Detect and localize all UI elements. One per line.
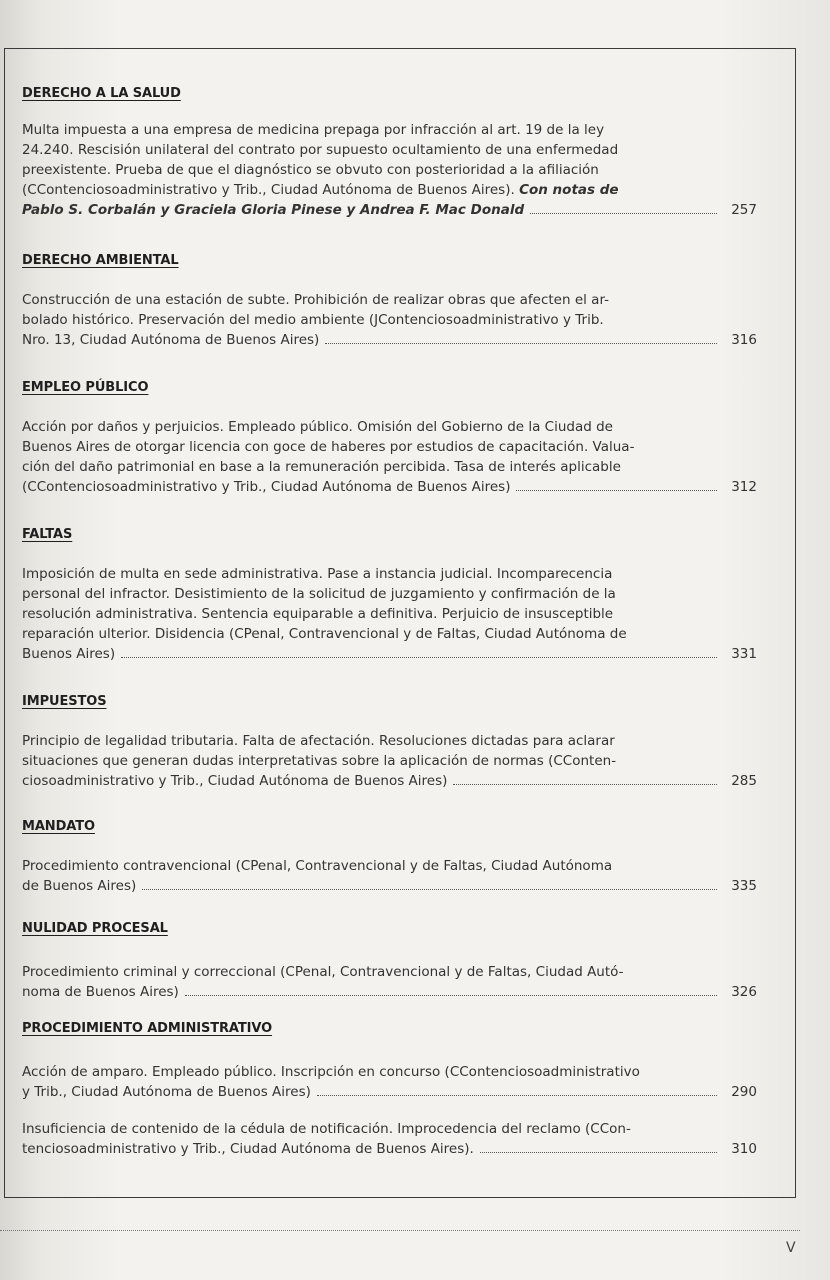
page-number[interactable]: 257 <box>731 202 757 218</box>
entry-line: Buenos Aires de otorgar licencia con goce de haberes por estudios de capacitación. Valua- <box>22 439 635 455</box>
index-entry[interactable] <box>22 856 757 896</box>
notes-label: Con notas de <box>519 182 619 198</box>
index-entry[interactable] <box>22 290 757 350</box>
page-number[interactable]: 290 <box>731 1084 757 1100</box>
index-entry[interactable] <box>22 120 757 220</box>
entry-last-line: (CContenciosoadministrativo y Trib., Ciudad Autónoma de Buenos Aires) 312 <box>22 479 757 495</box>
entry-last-line: Buenos Aires) 331 <box>22 646 757 662</box>
entry-line: situaciones que generan dudas interpretativas sobre la aplicación de normas (CConten- <box>22 753 617 769</box>
entry-last-line: y Trib., Ciudad Autónoma de Buenos Aires) 290 <box>22 1084 757 1100</box>
page-number[interactable]: 316 <box>731 332 757 348</box>
entry-line: Acción por daños y perjuicios. Empleado público. Omisión del Gobierno de la Ciudad de <box>22 419 613 435</box>
page-number[interactable]: 335 <box>731 878 757 894</box>
section-heading-derecho-a-la-salud: DERECHO A LA SALUD <box>22 86 181 101</box>
entry-line: Procedimiento contravencional (CPenal, Contravencional y de Faltas, Ciudad Autónoma <box>22 858 613 874</box>
bottom-dotted-rule <box>0 1230 800 1231</box>
page-number[interactable]: 326 <box>731 984 757 1000</box>
entry-line: Procedimiento criminal y correccional (CPenal, Contravencional y de Faltas, Ciudad Autó- <box>22 964 624 980</box>
section-heading-derecho-ambiental: DERECHO AMBIENTAL <box>22 253 179 268</box>
page-number[interactable]: 331 <box>731 646 757 662</box>
index-entry[interactable] <box>22 564 757 664</box>
page-number[interactable]: 285 <box>731 773 757 789</box>
entry-line: personal del infractor. Desistimiento de la solicitud de juzgamiento y confirmación de la <box>22 586 616 602</box>
dot-leader <box>516 490 717 491</box>
entry-last-line: noma de Buenos Aires) 326 <box>22 984 757 1000</box>
dot-leader <box>480 1152 717 1153</box>
section-heading-nulidad-procesal: NULIDAD PROCESAL <box>22 921 168 936</box>
index-entry[interactable] <box>22 417 757 497</box>
entry-last-line <box>22 200 757 220</box>
dot-leader <box>317 1095 717 1096</box>
index-entry[interactable] <box>22 1119 757 1159</box>
section-heading-impuestos: IMPUESTOS <box>22 694 107 709</box>
index-entry[interactable] <box>22 962 757 1002</box>
entry-line: resolución administrativa. Sentencia equiparable a definitiva. Perjuicio de insusceptible <box>22 606 614 622</box>
dot-leader <box>121 657 717 658</box>
dot-leader <box>185 995 717 996</box>
entry-line: ción del daño patrimonial en base a la remuneración percibida. Tasa de interés aplicable <box>22 459 621 475</box>
entry-line: Construcción de una estación de subte. Prohibición de realizar obras que afecten el ar- <box>22 292 610 308</box>
index-entry[interactable] <box>22 1062 757 1102</box>
entry-line: preexistente. Prueba de que el diagnóstico se obvuto con posterioridad a la afiliación <box>22 162 599 178</box>
notes-authors: Pablo S. Corbalán y Graciela Gloria Pinese y Andrea F. Mac Donald <box>22 202 525 218</box>
entry-line: 24.240. Rescisión unilateral del contrato por supuesto ocultamiento de una enfermedad <box>22 142 619 158</box>
entry-last-line: tenciosoadministrativo y Trib., Ciudad Autónoma de Buenos Aires). 310 <box>22 1141 757 1157</box>
section-heading-mandato: MANDATO <box>22 819 95 834</box>
entry-line: bolado histórico. Preservación del medio ambiente (JContenciosoadministrativo y Trib. <box>22 312 604 328</box>
dot-leader <box>142 889 717 890</box>
page-folio: V <box>786 1240 796 1256</box>
entry-line: Principio de legalidad tributaria. Falta de afectación. Resoluciones dictadas para aclarar <box>22 733 615 749</box>
dot-leader <box>325 343 717 344</box>
entry-last-line: de Buenos Aires) 335 <box>22 878 757 894</box>
dot-leader <box>453 784 717 785</box>
entry-line: (CContenciosoadministrativo y Trib., Ciudad Autónoma de Buenos Aires). Con notas de <box>22 182 619 198</box>
entry-line: Acción de amparo. Empleado público. Inscripción en concurso (CContenciosoadministrativo <box>22 1064 640 1080</box>
entry-line: reparación ulterior. Disidencia (CPenal, Contravencional y de Faltas, Ciudad Autónoma de <box>22 626 627 642</box>
page-number[interactable]: 310 <box>731 1141 757 1157</box>
page-number[interactable]: 312 <box>731 479 757 495</box>
entry-line: Imposición de multa en sede administrativa. Pase a instancia judicial. Incomparecencia <box>22 566 613 582</box>
entry-last-line: Nro. 13, Ciudad Autónoma de Buenos Aires) 316 <box>22 332 757 348</box>
dot-leader <box>530 213 717 214</box>
section-heading-faltas: FALTAS <box>22 527 73 542</box>
entry-line: Multa impuesta a una empresa de medicina prepaga por infracción al art. 19 de la ley <box>22 122 605 138</box>
index-entry[interactable] <box>22 731 757 791</box>
section-heading-procedimiento-administrativo: PROCEDIMIENTO ADMINISTRATIVO <box>22 1021 273 1036</box>
section-heading-empleo-publico: EMPLEO PÚBLICO <box>22 380 149 395</box>
entry-last-line: ciosoadministrativo y Trib., Ciudad Autónoma de Buenos Aires) 285 <box>22 773 757 789</box>
entry-line: Insuficiencia de contenido de la cédula de notificación. Improcedencia del reclamo (CCon- <box>22 1121 631 1137</box>
